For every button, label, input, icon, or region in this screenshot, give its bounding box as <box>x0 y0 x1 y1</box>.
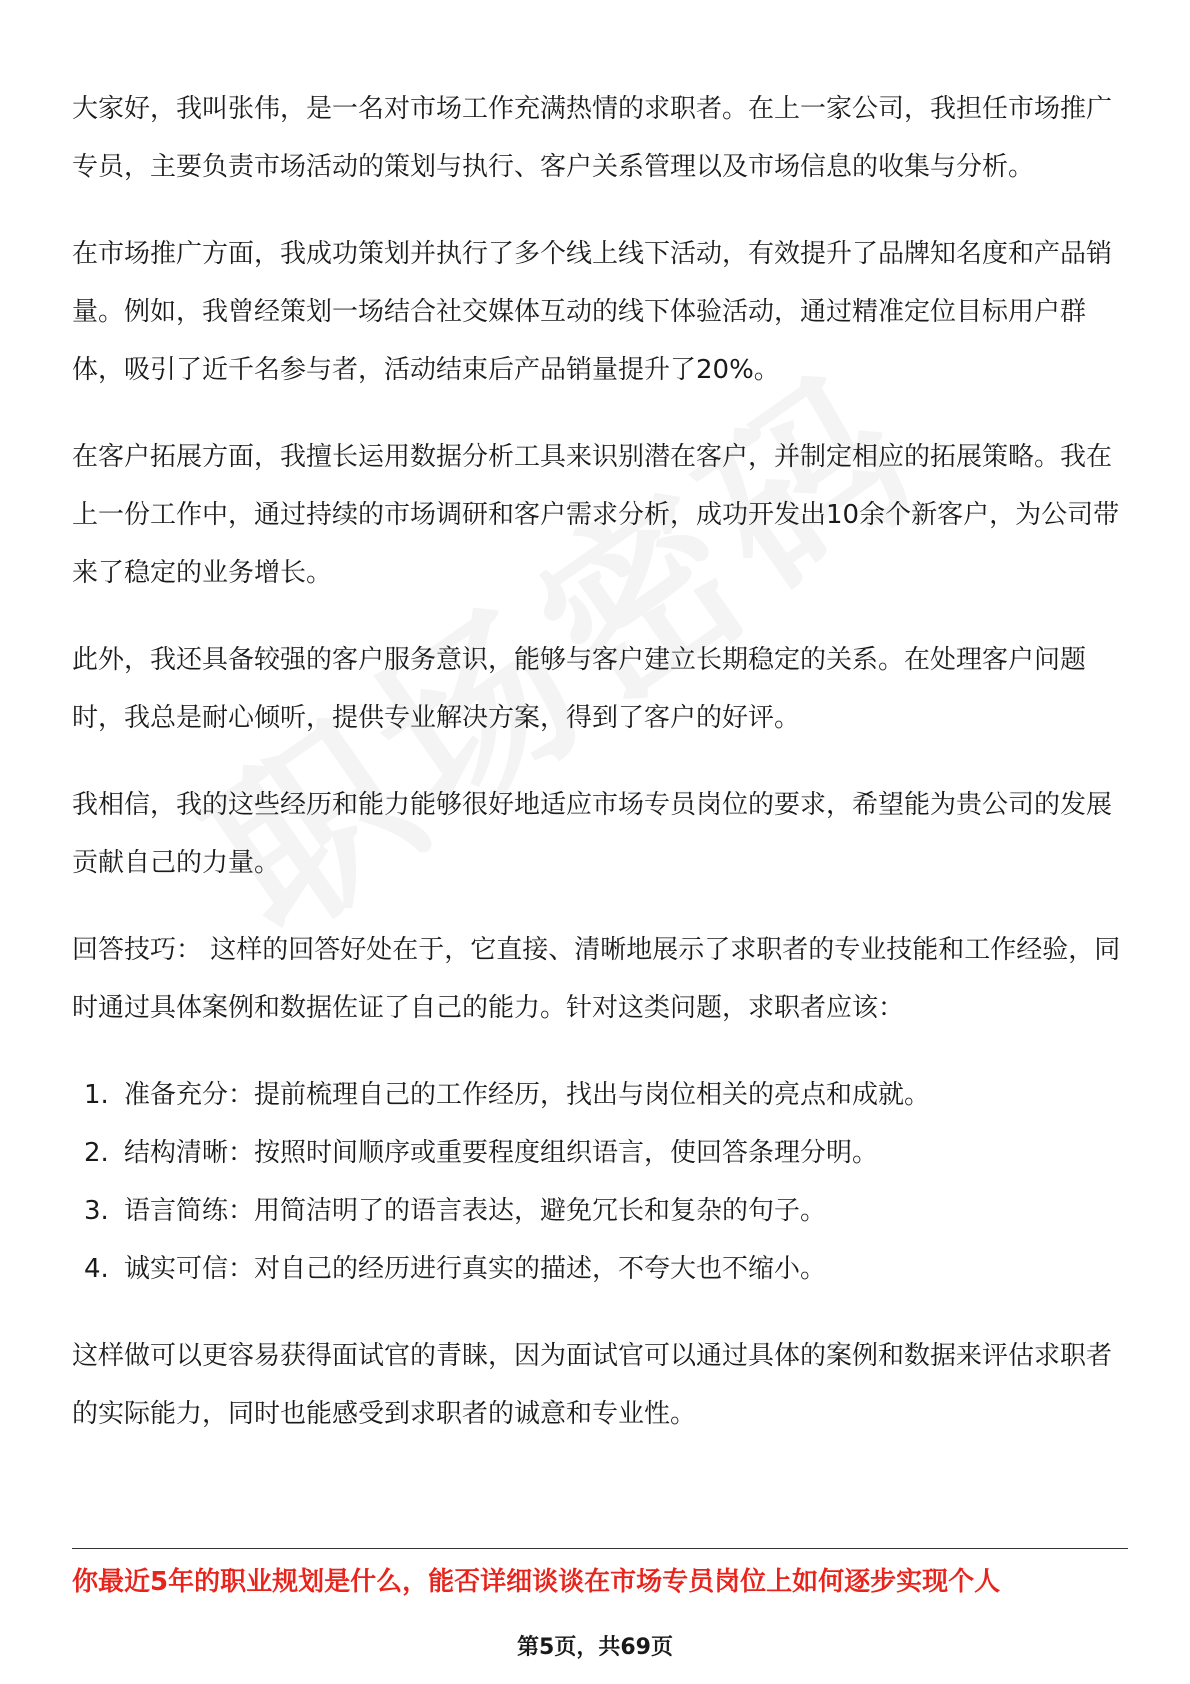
paragraph-marketing: 在市场推广方面，我成功策划并执行了多个线上线下活动，有效提升了品牌知名度和产品销量。例如，我曾经策划一场结合社交媒体互动的线下体验活动，通过精准定位目标用户群体，吸引了近千名参与者，活动结束后产品销量提升了20%。 <box>72 239 1113 385</box>
next-question-heading: 你最近5年的职业规划是什么，能否详细谈谈在市场专员岗位上如何逐步实现个人 <box>72 1567 1001 1597</box>
list-number: 4. <box>84 1254 109 1284</box>
tips-list <box>72 1066 1122 1298</box>
list-text: 准备充分：提前梳理自己的工作经历，找出与岗位相关的亮点和成就。 <box>124 1080 931 1110</box>
list-item <box>72 1066 1122 1124</box>
paragraph-closing: 这样做可以更容易获得面试官的青睐，因为面试官可以通过具体的案例和数据来评估求职者的实际能力，同时也能感受到求职者的诚意和专业性。 <box>72 1341 1113 1429</box>
paragraph-answer-tips: 回答技巧： 这样的回答好处在于，它直接、清晰地展示了求职者的专业技能和工作经验，同时通过具体案例和数据佐证了自己的能力。针对这类问题，求职者应该： <box>72 935 1121 1023</box>
document-body <box>72 80 1122 1472</box>
list-number: 2. <box>84 1138 109 1168</box>
paragraph-intro: 大家好，我叫张伟，是一名对市场工作充满热情的求职者。在上一家公司，我担任市场推广专员，主要负责市场活动的策划与执行、客户关系管理以及市场信息的收集与分析。 <box>72 94 1113 182</box>
list-item <box>72 1240 1122 1298</box>
list-text: 结构清晰：按照时间顺序或重要程度组织语言，使回答条理分明。 <box>124 1138 879 1168</box>
list-text: 诚实可信：对自己的经历进行真实的描述，不夸大也不缩小。 <box>124 1254 827 1284</box>
section-divider <box>72 1548 1128 1549</box>
list-number: 3. <box>84 1196 109 1226</box>
paragraph-client-expansion: 在客户拓展方面，我擅长运用数据分析工具来识别潜在客户，并制定相应的拓展策略。我在上一份工作中，通过持续的市场调研和客户需求分析，成功开发出10余个新客户，为公司带来了稳定的业务增长。 <box>72 442 1120 588</box>
page-number-footer: 第5页，共69页 <box>517 1635 673 1660</box>
paragraph-service: 此外，我还具备较强的客户服务意识，能够与客户建立长期稳定的关系。在处理客户问题时，我总是耐心倾听，提供专业解决方案，得到了客户的好评。 <box>72 645 1087 733</box>
paragraph-conclusion: 我相信，我的这些经历和能力能够很好地适应市场专员岗位的要求，希望能为贵公司的发展贡献自己的力量。 <box>72 790 1113 878</box>
list-text: 语言简练：用简洁明了的语言表达，避免冗长和复杂的句子。 <box>124 1196 827 1226</box>
list-item <box>72 1124 1122 1182</box>
list-number: 1. <box>84 1080 109 1110</box>
list-item <box>72 1182 1122 1240</box>
